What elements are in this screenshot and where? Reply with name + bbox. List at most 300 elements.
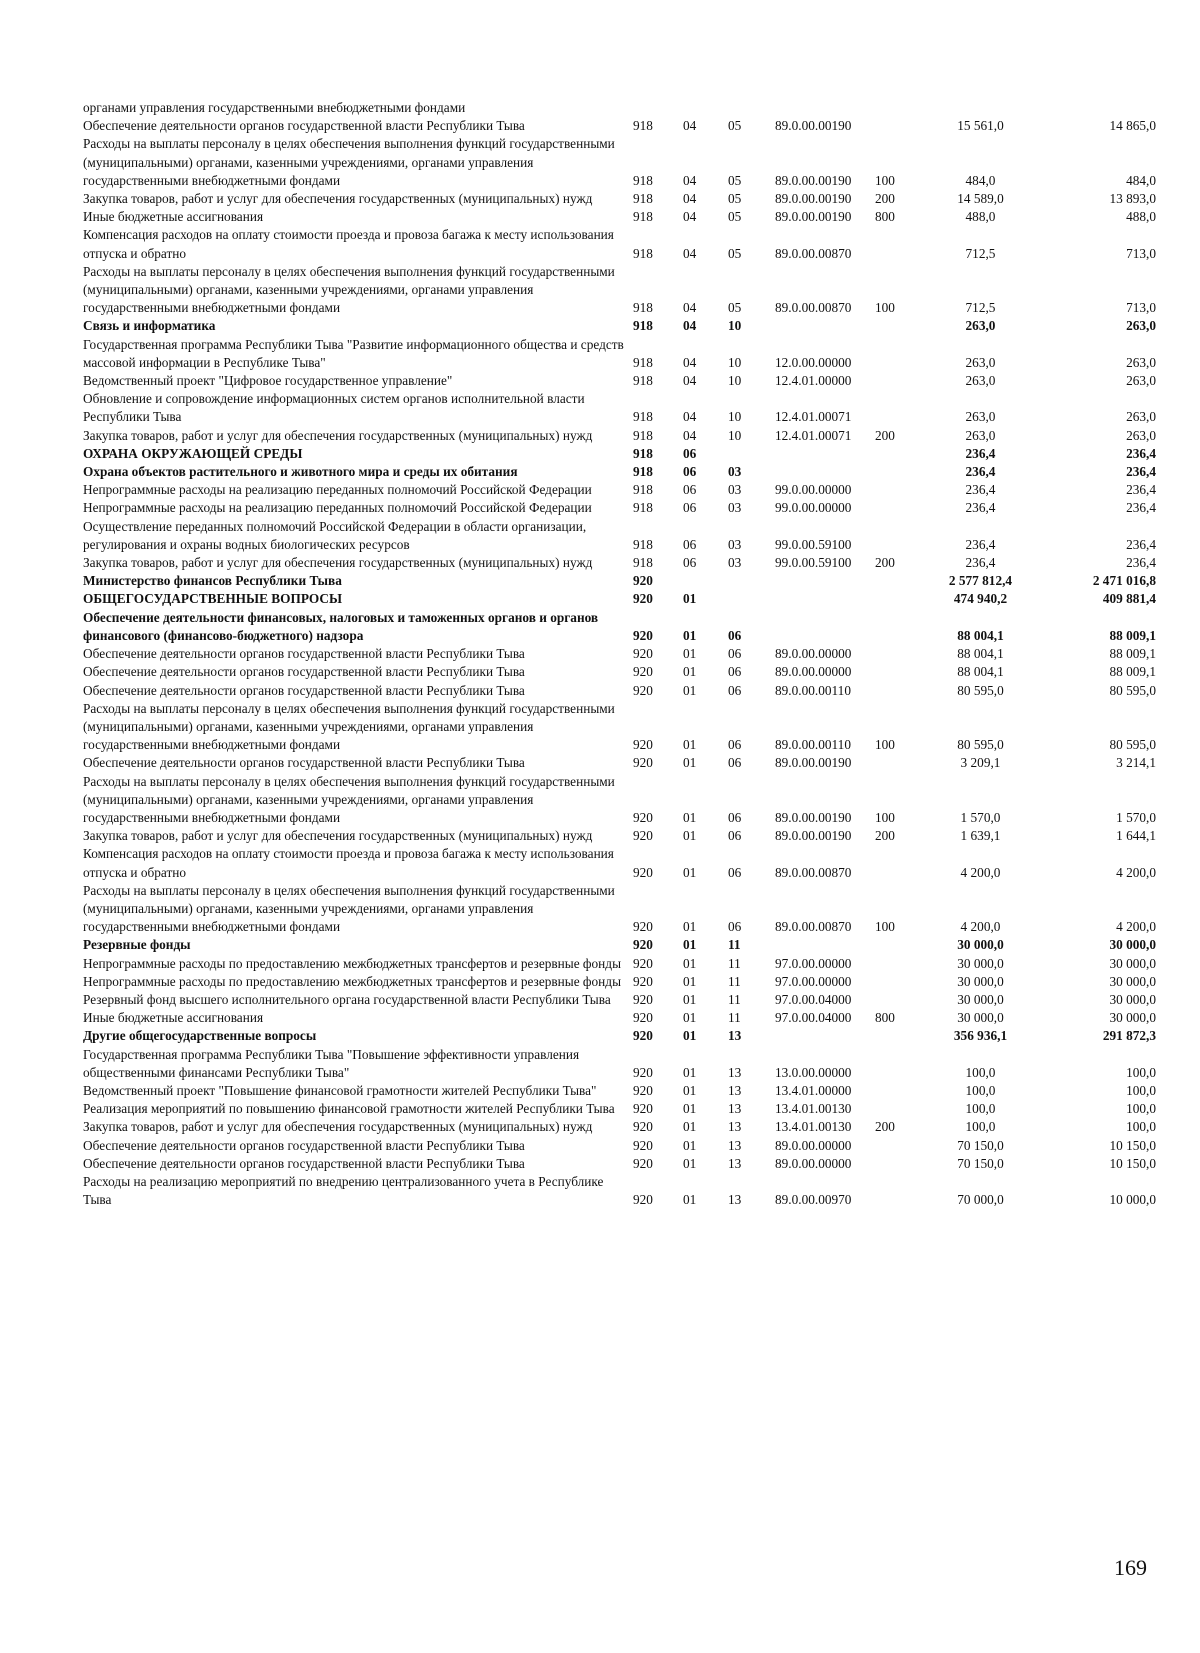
- row-cs-code: 89.0.00.00190: [775, 209, 852, 225]
- row-gr-code: 920: [633, 1101, 653, 1117]
- row-amount-year2: 30 000,0: [1109, 955, 1156, 971]
- row-rz-code: 01: [683, 755, 697, 771]
- row-amount-year1: 100,0: [965, 1119, 996, 1135]
- row-pr-code: 03: [728, 482, 742, 498]
- row-cs-code: 89.0.00.00190: [775, 191, 852, 207]
- row-pr-code: 05: [728, 300, 742, 316]
- row-cs-code: 99.0.00.00000: [775, 482, 852, 498]
- row-amount-year2: 236,4: [1126, 482, 1156, 498]
- page-number: 169: [1114, 1555, 1147, 1580]
- table-row: [83, 1009, 1156, 1027]
- row-amount-year2: 30 000,0: [1109, 973, 1156, 989]
- row-amount-year2: 236,4: [1126, 536, 1156, 552]
- row-amount-year1: 356 936,1: [953, 1028, 1008, 1044]
- row-rz-code: 04: [683, 300, 697, 316]
- row-amount-year1: 15 561,0: [957, 118, 1004, 134]
- row-vr-code: [875, 1046, 922, 1082]
- row-vr-code: [875, 445, 922, 463]
- row-amount-year1: 30 000,0: [957, 991, 1004, 1007]
- row-gr-code: 918: [633, 555, 653, 571]
- row-name: Обеспечение деятельности органов государственной власти Республики Тыва: [83, 646, 525, 662]
- row-cs-code: 89.0.00.00190: [775, 755, 852, 771]
- row-gr-code: 918: [633, 500, 653, 516]
- row-gr-code: 918: [633, 427, 653, 443]
- table-row: [83, 226, 1156, 262]
- row-name: Связь и информатика: [83, 318, 216, 334]
- row-cs-code: 89.0.00.00870: [775, 300, 852, 316]
- row-cs-code: 99.0.00.00000: [775, 500, 852, 516]
- row-pr-code: 05: [728, 172, 742, 188]
- table-row: [83, 645, 1156, 663]
- row-amount-year2: 263,0: [1126, 409, 1156, 425]
- row-gr-code: 920: [633, 809, 653, 825]
- row-name: Закупка товаров, работ и услуг для обеспечения государственных (муниципальных) нужд: [83, 191, 593, 207]
- row-gr-code: 920: [633, 1064, 653, 1080]
- row-amount-year2: 30 000,0: [1109, 1010, 1156, 1026]
- row-name: Расходы на выплаты персоналу в целях обеспечения выполнения функций государственными (муниципальными) органами, казенными учреждениями, органами управления государственными внебюджетными фондами: [83, 773, 615, 825]
- row-pr-code: 06: [728, 755, 742, 771]
- row-name: Закупка товаров, работ и услуг для обеспечения государственных (муниципальных) нужд: [83, 555, 593, 571]
- row-pr-code: 13: [728, 1028, 742, 1044]
- row-pr-code: [728, 572, 775, 590]
- row-pr-code: 06: [728, 646, 742, 662]
- row-cs-code: 99.0.00.59100: [775, 555, 852, 571]
- row-cs-code: 13.4.01.00130: [775, 1119, 852, 1135]
- row-name: Компенсация расходов на оплату стоимости проезда и провоза багажа к месту использования отпуска и обратно: [83, 227, 614, 261]
- row-name: Министерство финансов Республики Тыва: [83, 573, 342, 589]
- row-amount-year2: 14 865,0: [1109, 118, 1156, 134]
- row-amount-year2: 236,4: [1126, 555, 1156, 571]
- row-cs-code: [775, 590, 875, 608]
- row-cs-code: [775, 463, 875, 481]
- row-rz-code: 04: [683, 209, 697, 225]
- row-amount-year1: 70 150,0: [957, 1137, 1004, 1153]
- row-amount-year1: 236,4: [965, 482, 996, 498]
- row-name: Расходы на выплаты персоналу в целях обеспечения выполнения функций государственными (муниципальными) органами, казенными учреждениями, органами управления государственными внебюджетными фондами: [83, 136, 615, 188]
- row-amount-year2: 263,0: [1126, 354, 1156, 370]
- row-amount-year2: 100,0: [1126, 1101, 1156, 1117]
- row-name: ОБЩЕГОСУДАРСТВЕННЫЕ ВОПРОСЫ: [83, 591, 343, 607]
- row-cs-code: [775, 1027, 875, 1045]
- row-gr-code: 918: [633, 409, 653, 425]
- row-amount-year1: 236,4: [965, 464, 996, 480]
- row-cs-code: 12.4.01.00071: [775, 409, 852, 425]
- row-pr-code: 11: [728, 1010, 741, 1026]
- table-row: [83, 135, 1156, 190]
- row-vr-code: [875, 1082, 922, 1100]
- row-amount-year2: 2 471 016,8: [1092, 573, 1156, 589]
- row-gr-code: 920: [633, 1119, 653, 1135]
- row-pr-code: [728, 99, 775, 117]
- row-name: Непрограммные расходы на реализацию переданных полномочий Российской Федерации: [83, 482, 592, 498]
- row-amount-year2: 88 009,1: [1109, 646, 1156, 662]
- row-pr-code: 03: [728, 500, 742, 516]
- row-name: Резервные фонды: [83, 937, 191, 953]
- row-amount-year2: 30 000,0: [1109, 991, 1156, 1007]
- row-amount-year1: 712,5: [965, 245, 996, 261]
- row-name: Расходы на реализацию мероприятий по внедрению централизованного учета в Республике Тыва: [83, 1173, 604, 1208]
- row-vr-code: [875, 663, 922, 681]
- row-gr-code: 918: [633, 482, 653, 498]
- row-amount-year1: 100,0: [965, 1064, 996, 1080]
- row-vr-code: [875, 645, 922, 663]
- table-row: [83, 1082, 1156, 1100]
- row-amount-year1: 263,0: [965, 354, 996, 370]
- row-amount-year1: 88 004,1: [957, 664, 1004, 680]
- row-vr-code: [875, 499, 922, 517]
- row-pr-code: 10: [728, 373, 742, 389]
- row-cs-code: 97.0.00.00000: [775, 973, 852, 989]
- row-cs-code: 89.0.00.00000: [775, 1137, 852, 1153]
- table-row: [83, 700, 1156, 755]
- row-pr-code: 06: [728, 627, 742, 643]
- row-amount-year1: 263,0: [965, 318, 996, 334]
- row-gr-code: 920: [633, 1192, 653, 1208]
- table-row: [83, 955, 1156, 973]
- row-rz-code: [683, 572, 728, 590]
- row-amount-year1: 484,0: [965, 172, 996, 188]
- row-amount-year1: 263,0: [965, 409, 996, 425]
- row-gr-code: 920: [633, 828, 653, 844]
- row-cs-code: 89.0.00.00000: [775, 1155, 852, 1171]
- row-pr-code: 13: [728, 1192, 742, 1208]
- row-name: Закупка товаров, работ и услуг для обеспечения государственных (муниципальных) нужд: [83, 828, 593, 844]
- row-vr-code: [875, 226, 922, 262]
- table-row: [83, 1100, 1156, 1118]
- row-rz-code: 01: [683, 591, 697, 607]
- row-name: Обеспечение деятельности органов государственной власти Республики Тыва: [83, 682, 525, 698]
- table-body: [83, 99, 1156, 1209]
- row-vr-code: [875, 682, 922, 700]
- table-row: [83, 1173, 1156, 1209]
- row-cs-code: [775, 317, 875, 335]
- row-amount-year1: 100,0: [965, 1082, 996, 1098]
- row-amount-year1: 263,0: [965, 427, 996, 443]
- row-cs-code: [775, 609, 875, 645]
- row-cs-code: 99.0.00.59100: [775, 536, 852, 552]
- row-vr-code: 100: [875, 809, 895, 825]
- row-rz-code: 01: [683, 664, 697, 680]
- table-row: [83, 1046, 1156, 1082]
- row-rz-code: 01: [683, 973, 697, 989]
- row-amount-year1: 4 200,0: [960, 864, 1001, 880]
- row-name: Ведомственный проект "Цифровое государственное управление": [83, 373, 453, 389]
- row-vr-code: [875, 955, 922, 973]
- row-rz-code: 04: [683, 118, 697, 134]
- row-pr-code: 03: [728, 464, 742, 480]
- row-gr-code: 918: [633, 172, 653, 188]
- row-rz-code: 01: [683, 646, 697, 662]
- row-vr-code: [875, 1173, 922, 1209]
- row-vr-code: [875, 590, 922, 608]
- row-rz-code: 06: [683, 482, 697, 498]
- table-row: [83, 499, 1156, 517]
- row-gr-code: 918: [633, 191, 653, 207]
- row-cs-code: 13.4.01.00130: [775, 1101, 852, 1117]
- row-pr-code: 06: [728, 828, 742, 844]
- row-amount-year1: 236,4: [965, 500, 996, 516]
- row-name: Реализация мероприятий по повышению финансовой грамотности жителей Республики Тыва: [83, 1101, 615, 1117]
- row-amount-year2: 409 881,4: [1102, 591, 1156, 607]
- row-gr-code: 918: [633, 300, 653, 316]
- table-row: [83, 445, 1156, 463]
- row-amount-year1: 488,0: [965, 209, 996, 225]
- row-vr-code: 100: [875, 737, 895, 753]
- row-pr-code: 13: [728, 1082, 742, 1098]
- row-name: Ведомственный проект "Повышение финансовой грамотности жителей Республики Тыва": [83, 1082, 597, 1098]
- row-vr-code: 200: [875, 828, 895, 844]
- row-amount-year2: 291 872,3: [1102, 1028, 1156, 1044]
- row-amount-year2: 88 009,1: [1109, 664, 1156, 680]
- row-pr-code: 10: [728, 409, 742, 425]
- row-cs-code: 13.0.00.00000: [775, 1064, 852, 1080]
- row-vr-code: [875, 936, 922, 954]
- row-gr-code: 918: [633, 209, 653, 225]
- row-cs-code: 13.4.01.00000: [775, 1082, 852, 1098]
- table-row: [83, 117, 1156, 135]
- row-amount-year2: 3 214,1: [1116, 755, 1156, 771]
- row-gr-code: 918: [633, 354, 653, 370]
- row-amount-year1: 1 570,0: [960, 809, 1001, 825]
- row-rz-code: 01: [683, 991, 697, 1007]
- row-amount-year1: 4 200,0: [960, 919, 1001, 935]
- row-pr-code: 13: [728, 1101, 742, 1117]
- row-vr-code: 200: [875, 555, 895, 571]
- row-pr-code: 13: [728, 1155, 742, 1171]
- row-rz-code: 06: [683, 500, 697, 516]
- row-amount-year1: 30 000,0: [957, 1010, 1004, 1026]
- row-name: Обеспечение деятельности органов государственной власти Республики Тыва: [83, 1137, 525, 1153]
- row-amount-year1: 88 004,1: [957, 646, 1004, 662]
- row-pr-code: [728, 590, 775, 608]
- table-row: [83, 190, 1156, 208]
- row-gr-code: 920: [633, 682, 653, 698]
- row-gr-code: 920: [633, 973, 653, 989]
- row-amount-year1: 236,4: [965, 536, 996, 552]
- row-rz-code: 04: [683, 354, 697, 370]
- row-name: Обеспечение деятельности органов государственной власти Республики Тыва: [83, 118, 525, 134]
- row-amount-year1: 14 589,0: [957, 191, 1004, 207]
- row-gr-code: 918: [633, 118, 653, 134]
- row-vr-code: [875, 1137, 922, 1155]
- row-vr-code: 200: [875, 1119, 895, 1135]
- row-vr-code: 800: [875, 1010, 895, 1026]
- row-amount-year2: 10 000,0: [1109, 1192, 1156, 1208]
- row-rz-code: 01: [683, 1028, 697, 1044]
- table-row: [83, 463, 1156, 481]
- row-vr-code: [875, 317, 922, 335]
- row-cs-code: 89.0.00.00870: [775, 245, 852, 261]
- row-amount-year2: 80 595,0: [1109, 682, 1156, 698]
- row-cs-code: [775, 572, 875, 590]
- row-rz-code: 01: [683, 937, 697, 953]
- row-pr-code: 06: [728, 864, 742, 880]
- row-vr-code: [875, 845, 922, 881]
- row-rz-code: 06: [683, 536, 697, 552]
- row-rz-code: 01: [683, 919, 697, 935]
- row-gr-code: 920: [633, 1028, 653, 1044]
- row-cs-code: 89.0.00.00110: [775, 737, 851, 753]
- table-row: [83, 390, 1156, 426]
- row-cs-code: 89.0.00.00000: [775, 664, 852, 680]
- row-amount-year2: 1 570,0: [1116, 809, 1156, 825]
- row-amount-year2: 713,0: [1126, 245, 1156, 261]
- row-rz-code: 04: [683, 318, 697, 334]
- row-vr-code: [875, 372, 922, 390]
- row-amount-year2: 263,0: [1126, 318, 1156, 334]
- row-amount-year1: 100,0: [965, 1101, 996, 1117]
- table-row: [83, 827, 1156, 845]
- table-row: [83, 481, 1156, 499]
- row-cs-code: [775, 99, 875, 117]
- row-name: Резервный фонд высшего исполнительного органа государственной власти Республики Тыва: [83, 991, 611, 1007]
- row-cs-code: 89.0.00.00970: [775, 1192, 852, 1208]
- row-rz-code: 01: [683, 1192, 697, 1208]
- table-row: [83, 372, 1156, 390]
- row-cs-code: 12.0.00.00000: [775, 354, 852, 370]
- row-amount-year1: 712,5: [965, 300, 996, 316]
- row-name: органами управления государственными внебюджетными фондами: [83, 100, 466, 115]
- row-amount-year1: 3 209,1: [960, 755, 1001, 771]
- row-rz-code: 01: [683, 1101, 697, 1117]
- row-vr-code: [875, 1155, 922, 1173]
- row-gr-code: 920: [633, 1155, 653, 1171]
- row-pr-code: 05: [728, 209, 742, 225]
- row-rz-code: 01: [683, 737, 697, 753]
- row-amount-year2: 30 000,0: [1109, 937, 1156, 953]
- row-amount-year1: 30 000,0: [957, 973, 1004, 989]
- table-row: [83, 845, 1156, 881]
- row-vr-code: [875, 991, 922, 1009]
- row-amount-year1: 236,4: [965, 445, 996, 461]
- row-vr-code: [875, 99, 922, 117]
- table-row: [83, 208, 1156, 226]
- row-rz-code: 01: [683, 1064, 697, 1080]
- row-cs-code: 89.0.00.00000: [775, 646, 852, 662]
- row-gr-code: 920: [633, 919, 653, 935]
- row-amount-year1: 70 150,0: [957, 1155, 1004, 1171]
- table-row: [83, 572, 1156, 590]
- row-amount-year2: 1 644,1: [1116, 828, 1156, 844]
- row-amount-year1: 30 000,0: [957, 955, 1004, 971]
- table-row: [83, 663, 1156, 681]
- row-cs-code: 12.4.01.00000: [775, 373, 852, 389]
- row-cs-code: 89.0.00.00190: [775, 828, 852, 844]
- row-cs-code: 97.0.00.00000: [775, 955, 852, 971]
- table-row: [83, 1155, 1156, 1173]
- row-vr-code: 100: [875, 919, 895, 935]
- row-amount-year1: 70 000,0: [957, 1192, 1004, 1208]
- table-row: [83, 317, 1156, 335]
- row-name: Расходы на выплаты персоналу в целях обеспечения выполнения функций государственными (муниципальными) органами, казенными учреждениями, органами управления государственными внебюджетными фондами: [83, 882, 615, 935]
- row-name: Иные бюджетные ассигнования: [83, 209, 264, 225]
- row-vr-code: [875, 754, 922, 772]
- row-name: Непрограммные расходы по предоставлению межбюджетных трансфертов и резервные фонды: [83, 973, 621, 989]
- row-rz-code: 01: [683, 1137, 697, 1153]
- row-gr-code: 918: [633, 445, 653, 461]
- row-vr-code: [875, 390, 922, 426]
- row-amount-year2: [1039, 99, 1156, 117]
- row-vr-code: 100: [875, 300, 895, 316]
- row-gr-code: 920: [633, 1010, 653, 1026]
- row-cs-code: 89.0.00.00190: [775, 809, 852, 825]
- row-amount-year2: 100,0: [1126, 1082, 1156, 1098]
- row-vr-code: 800: [875, 209, 895, 225]
- row-rz-code: 01: [683, 1010, 697, 1026]
- row-pr-code: 05: [728, 191, 742, 207]
- row-gr-code: 920: [633, 991, 653, 1007]
- row-cs-code: 89.0.00.00190: [775, 118, 852, 134]
- row-amount-year2: 13 893,0: [1109, 191, 1156, 207]
- row-amount-year2: 100,0: [1126, 1119, 1156, 1135]
- table-row: [83, 336, 1156, 372]
- row-amount-year2: 263,0: [1126, 373, 1156, 389]
- row-amount-year2: 10 150,0: [1109, 1155, 1156, 1171]
- row-amount-year2: 10 150,0: [1109, 1137, 1156, 1153]
- row-pr-code: 05: [728, 245, 742, 261]
- table-row: [83, 1137, 1156, 1155]
- row-vr-code: [875, 1100, 922, 1118]
- row-amount-year1: 80 595,0: [957, 682, 1004, 698]
- row-pr-code: 11: [728, 991, 741, 1007]
- row-cs-code: 89.0.00.00870: [775, 919, 852, 935]
- row-pr-code: 13: [728, 1064, 742, 1080]
- row-rz-code: [683, 99, 728, 117]
- row-amount-year2: 4 200,0: [1116, 919, 1156, 935]
- row-amount-year2: 4 200,0: [1116, 864, 1156, 880]
- row-gr-code: 918: [633, 318, 653, 334]
- row-rz-code: 04: [683, 172, 697, 188]
- row-pr-code: 11: [728, 955, 741, 971]
- row-amount-year1: 2 577 812,4: [948, 573, 1013, 589]
- row-name: ОХРАНА ОКРУЖАЮЩЕЙ СРЕДЫ: [83, 445, 303, 461]
- row-name: Закупка товаров, работ и услуг для обеспечения государственных (муниципальных) нужд: [83, 1119, 593, 1135]
- row-rz-code: 06: [683, 555, 697, 571]
- row-rz-code: 01: [683, 682, 697, 698]
- row-pr-code: 11: [728, 937, 741, 953]
- table-row: [83, 973, 1156, 991]
- row-cs-code: 97.0.00.04000: [775, 1010, 852, 1026]
- row-rz-code: 01: [683, 864, 697, 880]
- row-rz-code: 01: [683, 828, 697, 844]
- row-amount-year2: 713,0: [1126, 300, 1156, 316]
- row-vr-code: 200: [875, 427, 895, 443]
- row-pr-code: 06: [728, 664, 742, 680]
- table-row: [83, 991, 1156, 1009]
- row-amount-year1: 236,4: [965, 555, 996, 571]
- row-amount-year1: 88 004,1: [957, 627, 1004, 643]
- row-cs-code: 89.0.00.00110: [775, 682, 851, 698]
- row-vr-code: [875, 572, 922, 590]
- row-gr-code: 920: [633, 755, 653, 771]
- table-row: [83, 882, 1156, 937]
- row-name: Обеспечение деятельности органов государственной власти Республики Тыва: [83, 1155, 525, 1171]
- row-gr-code: 920: [633, 1082, 653, 1098]
- row-gr-code: 920: [633, 646, 653, 662]
- row-vr-code: [875, 463, 922, 481]
- table-row: [83, 427, 1156, 445]
- row-cs-code: [775, 445, 875, 463]
- row-gr-code: 920: [633, 664, 653, 680]
- row-amount-year2: 100,0: [1126, 1064, 1156, 1080]
- row-pr-code: 11: [728, 973, 741, 989]
- table-row: [83, 1027, 1156, 1045]
- table-row: [83, 554, 1156, 572]
- row-rz-code: 01: [683, 1119, 697, 1135]
- row-rz-code: 04: [683, 427, 697, 443]
- row-name: Непрограммные расходы по предоставлению межбюджетных трансфертов и резервные фонды: [83, 955, 621, 971]
- row-name: Расходы на выплаты персоналу в целях обеспечения выполнения функций государственными (муниципальными) органами, казенными учреждениями, органами управления государственными внебюджетными фондами: [83, 700, 615, 753]
